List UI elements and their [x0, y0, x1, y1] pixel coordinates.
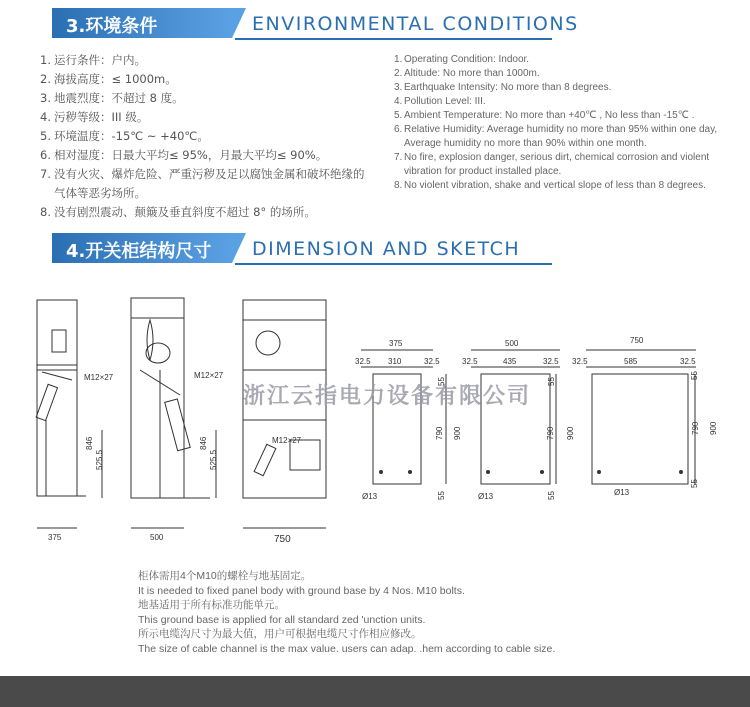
base-plan-750	[592, 374, 688, 484]
list-item: 1. 运行条件：户内。	[40, 53, 146, 67]
dim-label: 32.5	[680, 357, 696, 366]
dim-label: 375	[48, 533, 62, 542]
list-item: 3. 地震烈度：不超过 8 度。	[40, 91, 184, 105]
bolt-label: M12×27	[84, 373, 114, 382]
list-item: 7. No fire, explosion danger, serious dirt, chemical corrosion and violent vibration for product installed place.	[394, 152, 710, 177]
list-item: 8. 没有剧烈震动、颠簸及垂直斜度不超过 8° 的场所。	[40, 205, 316, 219]
note-line: 地基适用于所有标准功能单元。	[138, 599, 285, 611]
list-item: 3. Earthquake Intensity: No more than 8 degrees.	[394, 82, 612, 93]
installation-notes	[138, 569, 555, 656]
dim-label: 500	[505, 339, 519, 348]
section-title-en: ENVIRONMENTAL CONDITIONS	[252, 13, 579, 35]
company-watermark: 浙江云指电力设备有限公司	[243, 384, 532, 409]
dim-label: 525.5	[209, 449, 218, 470]
dim-label: 32.5	[572, 357, 588, 366]
dim-label: 585	[624, 357, 638, 366]
dim-label: 525.5	[95, 449, 104, 470]
hole-label: Ø13	[478, 492, 494, 501]
dim-label: 55	[437, 491, 446, 500]
dim-label: 32.5	[424, 357, 440, 366]
list-item: 1. Operating Condition: Indoor.	[394, 54, 530, 65]
dim-label: 846	[85, 436, 94, 450]
dim-label: 55	[547, 491, 556, 500]
dim-label: 375	[389, 339, 403, 348]
note-line: It is needed to fixed panel body with ground base by 4 Nos. M10 bolts.	[138, 584, 465, 597]
list-item: 4. Pollution Level: III.	[394, 96, 486, 107]
dim-label: 55	[690, 371, 699, 380]
list-item: 2. 海拔高度：≤ 1000m。	[40, 72, 177, 86]
section-title: 3.环境条件	[66, 16, 158, 37]
bolt-label: M12×27	[194, 371, 224, 380]
list-item: 6. Relative Humidity: Average humidity no more than 95% within one day, Average humidity no more than 90% within one month.	[394, 124, 718, 149]
dim-label: 790	[546, 426, 555, 440]
dim-label: 790	[435, 426, 444, 440]
bolt-label: M12×27	[272, 436, 302, 445]
side-view-375	[36, 300, 86, 496]
dim-label: 55	[690, 479, 699, 488]
dim-label: 32.5	[462, 357, 478, 366]
note-line: The size of cable channel is the max value. users can adap. .hem according to cable size.	[138, 642, 556, 655]
hole-label: Ø13	[362, 492, 378, 501]
dim-label: 900	[566, 426, 575, 440]
hole-label: Ø13	[614, 488, 630, 497]
note-line: 所示电缆沟尺寸为最大值，用户可根据电缆尺寸作相应修改。	[138, 628, 422, 640]
list-item: 7. 没有火灾、爆炸危险、严重污秽及足以腐蚀金属和破坏绝缘的气体等恶劣场所。	[40, 167, 365, 200]
list-item: 4. 污秽等级：III 级。	[40, 110, 149, 124]
list-item: 2. Altitude: No more than 1000m.	[394, 68, 540, 79]
note-line: 柜体需用4个M10的螺栓与地基固定。	[138, 570, 312, 582]
dim-label: 750	[630, 336, 644, 345]
dim-label: 790	[691, 421, 700, 435]
section-title-en: DIMENSION AND SKETCH	[252, 238, 521, 260]
dim-label: 900	[453, 426, 462, 440]
dim-label: 32.5	[355, 357, 371, 366]
list-item: 5. Ambient Temperature: No more than +40℃ , No less than -15℃ .	[394, 110, 695, 121]
dim-label: 900	[709, 421, 718, 435]
dim-label: 750	[274, 534, 291, 545]
section-title: 4.开关柜结构尺寸	[66, 241, 212, 262]
footer-bar	[0, 676, 750, 707]
dim-label: 846	[199, 436, 208, 450]
dim-label: 500	[150, 533, 164, 542]
dim-label: 55	[437, 377, 446, 386]
dim-label: 32.5	[543, 357, 559, 366]
list-item: 6. 相对湿度：日最大平均≤ 95%，月最大平均≤ 90%。	[40, 148, 328, 162]
list-item: 8. No violent vibration, shake and vertical slope of less than 8 degrees.	[394, 180, 706, 191]
dim-label: 310	[388, 357, 402, 366]
list-item: 5. 环境温度：-15℃ ~ +40℃。	[40, 129, 209, 143]
dim-label: 55	[547, 377, 556, 386]
side-view-500	[131, 298, 210, 498]
note-line: This ground base is applied for all standard zed 'unction units.	[138, 613, 426, 626]
dim-label: 435	[503, 357, 517, 366]
